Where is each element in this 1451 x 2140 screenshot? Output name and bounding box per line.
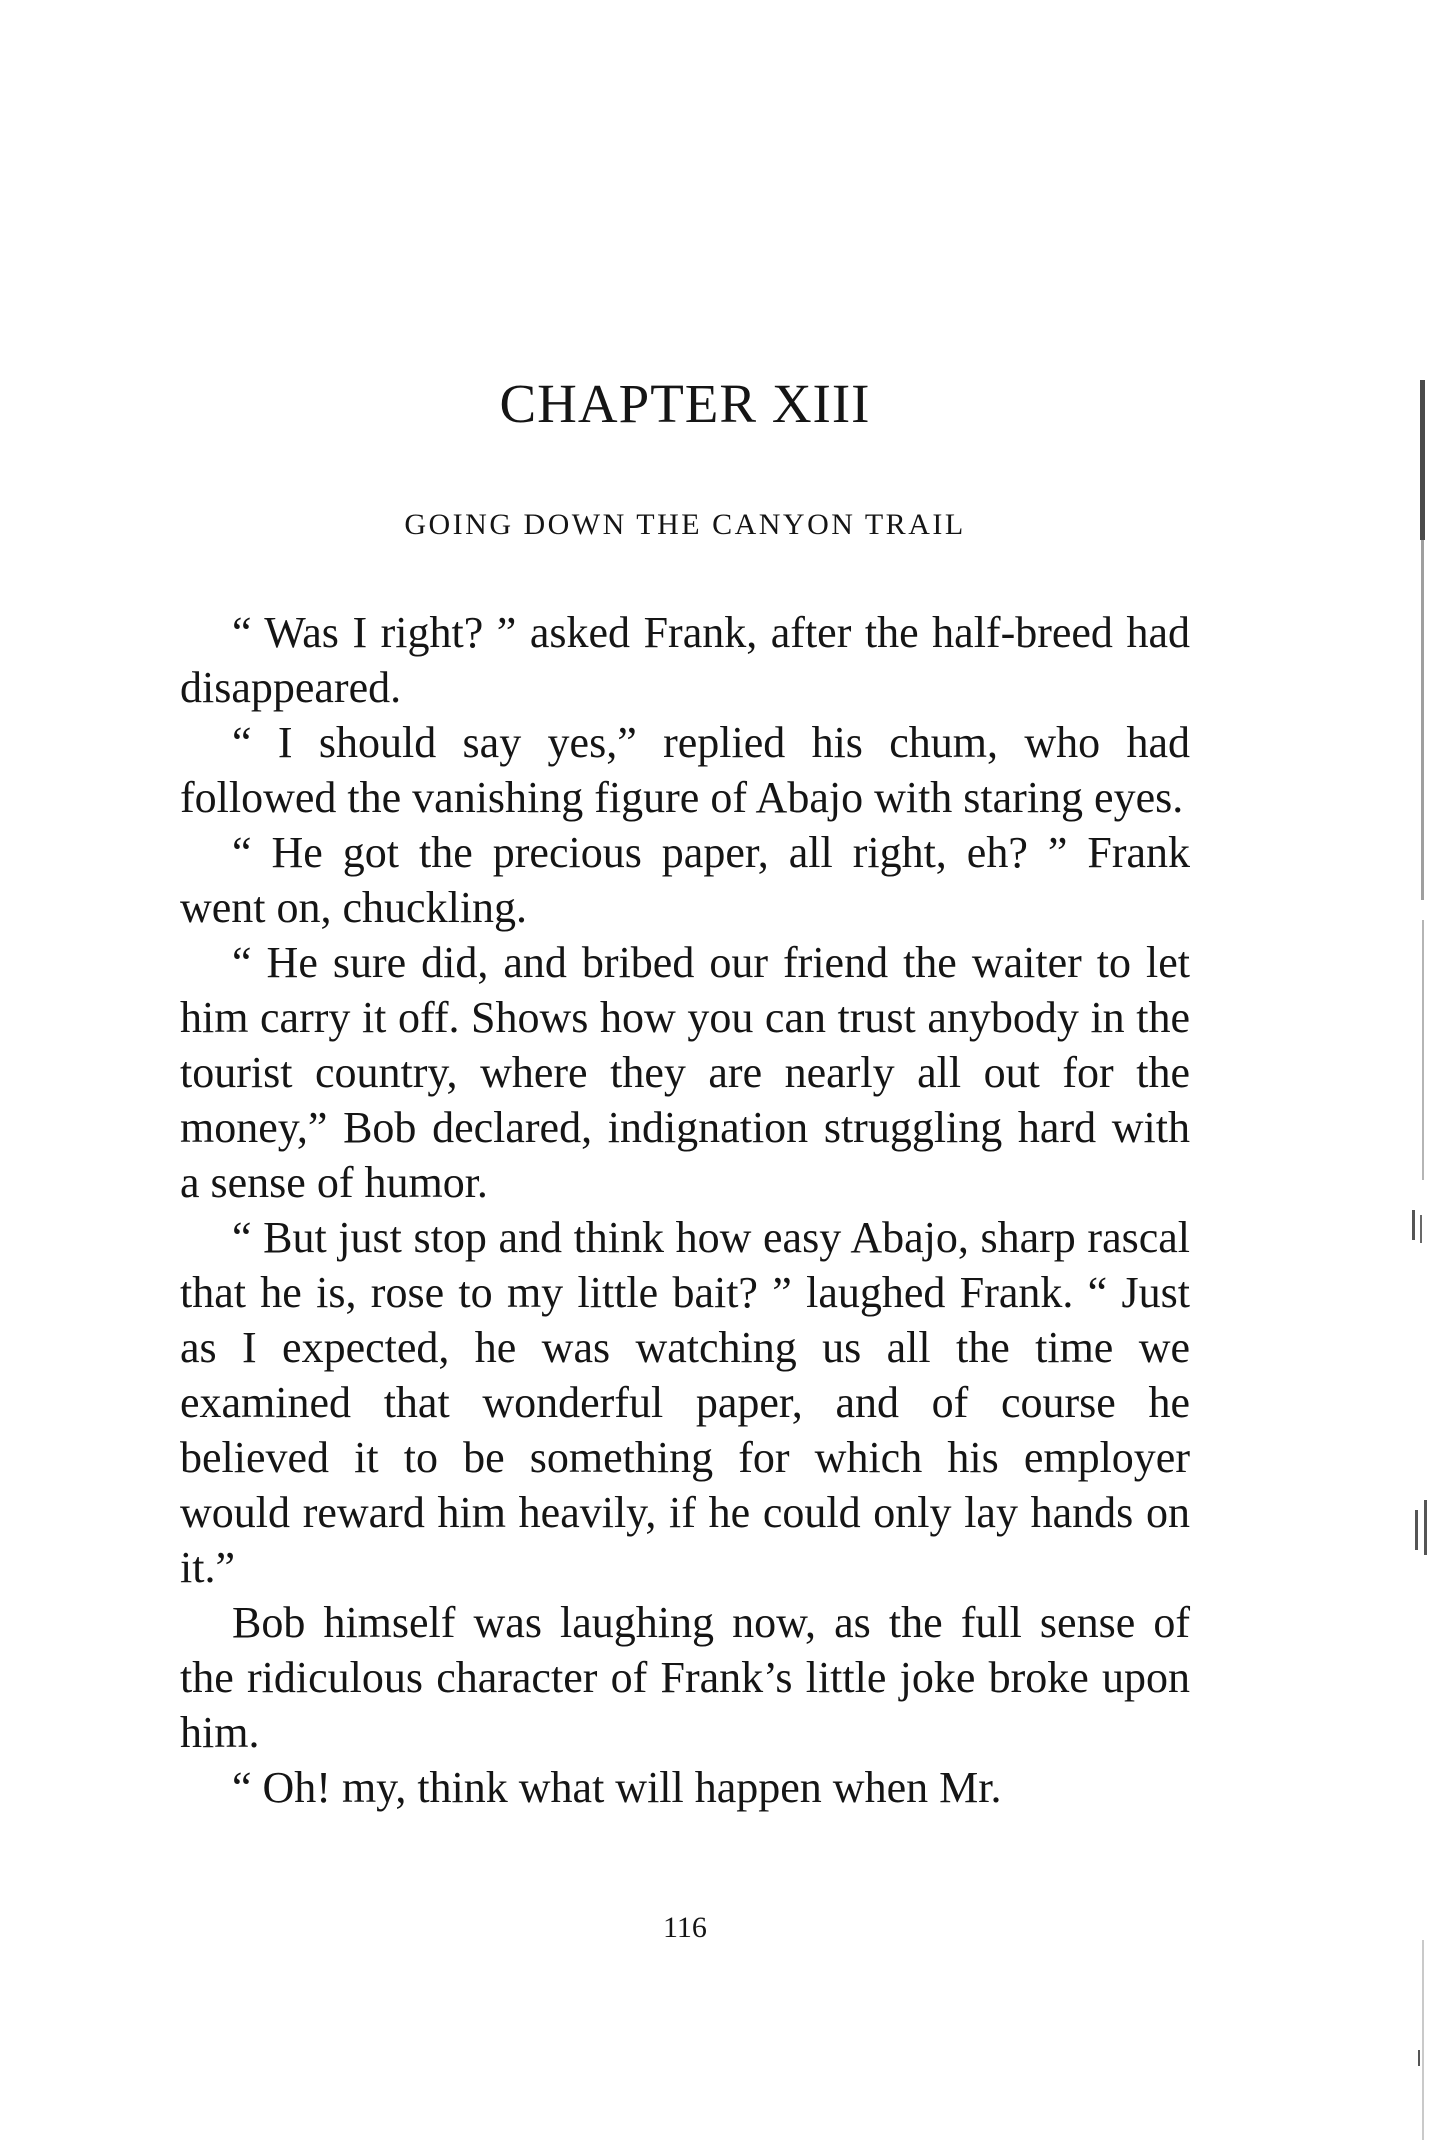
paragraph: “ Oh! my, think what will happen when Mr. [232, 1763, 1002, 1812]
chapter-body [180, 605, 1190, 1815]
paragraph: Bob himself was laughing now, as the full sense of the ridiculous character of Frank’s little joke broke upon him. [180, 1598, 1190, 1757]
paragraph: “ He sure did, and bribed our friend the waiter to let him carry it off. Shows how you can trust anybody in the tourist country, where they are nearly all out for the money,” Bob declared, indignation struggling hard with a sense of humor. [180, 938, 1190, 1207]
page-number: 116 [663, 1911, 707, 1944]
paragraph: “ But just stop and think how easy Abajo, sharp rascal that he is, rose to my little bait? ” laughed Frank. “ Just as I expected, he was watching us all the time we examined that wonderful paper, and of course he believed it to be something for which his employer would reward him heavily, if he could only lay hands on it.” [180, 1213, 1190, 1592]
paragraph: “ I should say yes,” replied his chum, who had followed the vanishing figure of Abajo with staring eyes. [180, 718, 1190, 822]
chapter-title: CHAPTER XIII [499, 373, 871, 434]
paragraph: “ He got the precious paper, all right, eh? ” Frank went on, chuckling. [180, 828, 1190, 932]
chapter-subtitle: GOING DOWN THE CANYON TRAIL [404, 508, 966, 541]
paragraph: “ Was I right? ” asked Frank, after the half-breed had disappeared. [180, 608, 1190, 712]
